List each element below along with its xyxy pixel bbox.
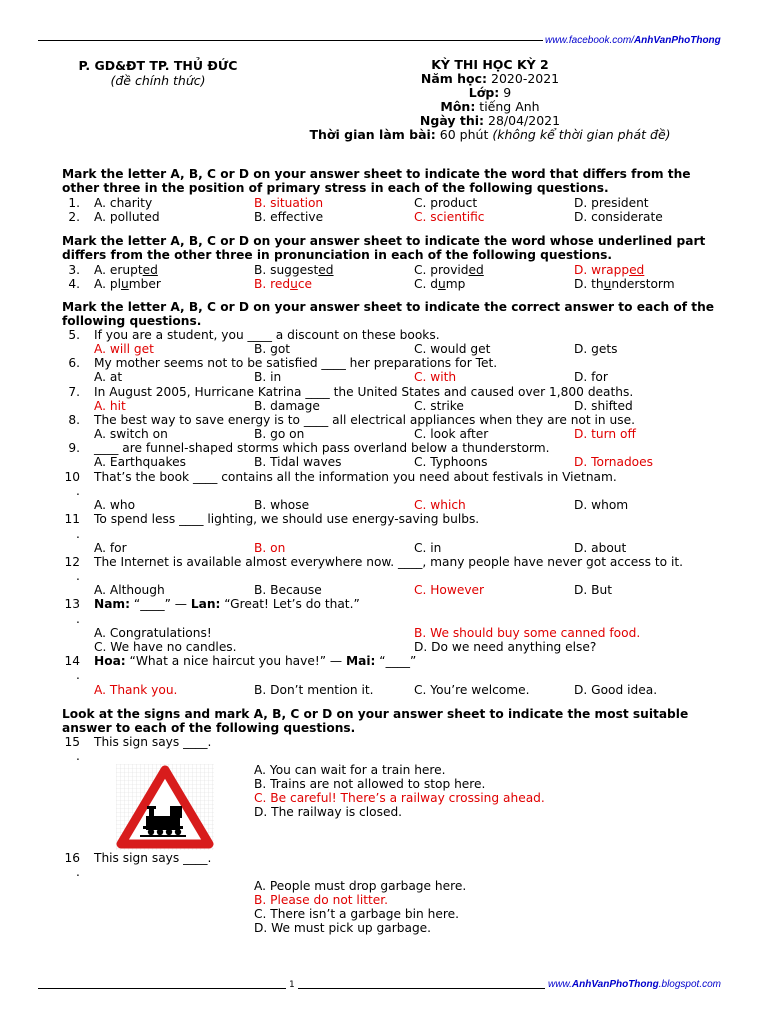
question-8-options: A. switch on B. go on C. look after D. turn off xyxy=(94,427,636,441)
question-2: 2. A. polluted B. effective C. scientific D. considerate xyxy=(68,210,663,224)
option-c-answer: C. However xyxy=(414,583,485,597)
option-a-answer: A. Thank you. xyxy=(94,683,178,697)
question-11-options: A. for B. on C. in D. about xyxy=(94,541,627,555)
option-a-answer: A. hit xyxy=(94,399,126,413)
footer-rule-left xyxy=(38,988,286,989)
exam-year: Năm học: 2020-2021 xyxy=(420,71,560,86)
option-b: B. suggested xyxy=(254,263,334,277)
option-a: A. charity xyxy=(94,196,153,210)
option-a-answer: A. will get xyxy=(94,342,154,356)
question-13-options-ab: A. Congratulations! B. We should buy some canned food. xyxy=(94,626,641,640)
question-14-options: A. Thank you. B. Don’t mention it. C. You’re welcome. D. Good idea. xyxy=(94,683,658,697)
blog-link[interactable]: www.AnhVanPhoThong.blogspot.com xyxy=(548,979,722,990)
question-12-options: A. Although B. Because C. However D. But xyxy=(94,583,612,597)
option-c: C. dump xyxy=(414,277,466,291)
section-grammar-instructions: Mark the letter A, B, C or D on your answer sheet to indicate the correct answer to each of the following questions. xyxy=(62,300,715,328)
question-9-options: A. Earthquakes B. Tidal waves C. Typhoons D. Tornadoes xyxy=(94,455,653,469)
question-10-stem: 10 That’s the book ____ contains all the information you need about festivals in Vietnam. xyxy=(64,470,617,484)
question-15-option-c-answer: C. Be careful! There’s a railway crossing ahead. xyxy=(254,791,545,805)
question-11-stem: 11 To spend less ____ lighting, we should use energy-saving bulbs. xyxy=(64,512,480,526)
option-b-answer: B. on xyxy=(254,541,286,555)
option-c: C. product xyxy=(414,196,478,210)
exam-grade: Lớp: 9 xyxy=(468,85,512,100)
option-b: B. effective xyxy=(254,210,324,224)
question-15-option-a: A. You can wait for a train here. xyxy=(254,763,446,777)
question-3: 3. A. erupted B. suggested C. provided D. wrapped xyxy=(68,263,645,277)
option-a: A. polluted xyxy=(94,210,160,224)
question-12-stem: 12 The Internet is available almost everywhere now. ____, many people have never got access to it. xyxy=(64,555,683,569)
option-d-answer: D. wrapped xyxy=(574,263,645,277)
section-pronunciation-instructions: Mark the letter A, B, C or D on your answer sheet to indicate the word whose underlined part differs from the other three in pronunciation in each of the following questions. xyxy=(62,234,706,262)
option-b-answer: B. reduce xyxy=(254,277,313,291)
option-a: A. erupted xyxy=(94,263,158,277)
question-13-stem: 13 Nam: “____” — Lan: “Great! Let’s do that.” xyxy=(64,597,360,611)
facebook-link[interactable]: www.facebook.com/AnhVanPhoThong xyxy=(545,35,721,46)
exam-duration: Thời gian làm bài: 60 phút (không kể thời gian phát đề) xyxy=(309,127,671,142)
school-header xyxy=(68,58,248,88)
option-c-answer: C. which xyxy=(414,498,466,512)
section-stress-instructions: Mark the letter A, B, C or D on your answer sheet to indicate the word that differs from the other three in the position of primary stress in each of the following questions. xyxy=(62,167,691,195)
question-15-stem: 15 This sign says ____. xyxy=(64,735,212,749)
question-13-options-cd: C. We have no candles. D. Do we need anything else? xyxy=(94,640,597,654)
question-8-stem: 8. The best way to save energy is to ____ all electrical appliances when they are not in use. xyxy=(68,413,635,427)
section-signs-instructions: Look at the signs and mark A, B, C or D on your answer sheet to indicate the most suitable answer to each of the following questions. xyxy=(62,707,689,735)
question-15-option-b: B. Trains are not allowed to stop here. xyxy=(254,777,486,791)
option-b-answer: B. We should buy some canned food. xyxy=(414,626,641,640)
school-name: P. GD&ĐT TP. THỦ ĐỨC xyxy=(78,58,238,73)
question-7-stem: 7. In August 2005, Hurricane Katrina ____ the United States and caused over 1,800 deaths. xyxy=(68,385,634,399)
question-6-stem: 6. My mother seems not to be satisfied ____ her preparations for Tet. xyxy=(68,356,498,370)
option-d-answer: D. Tornadoes xyxy=(574,455,653,469)
option-d-answer: D. turn off xyxy=(574,427,636,441)
question-14-stem: 14 Hoa: “What a nice haircut you have!” — Mai: “____” xyxy=(64,654,417,668)
question-16-option-a: A. People must drop garbage here. xyxy=(254,879,467,893)
question-16-option-c: C. There isn’t a garbage bin here. xyxy=(254,907,459,921)
question-16-option-d: D. We must pick up garbage. xyxy=(254,921,432,935)
question-9-stem: 9. ____ are funnel-shaped storms which pass overland below a thunderstorm. xyxy=(68,441,550,455)
question-16-stem: 16 This sign says ____. xyxy=(64,851,212,865)
question-5-options: A. will get B. got C. would get D. gets xyxy=(94,342,618,356)
exam-subject: Môn: tiếng Anh xyxy=(440,99,540,114)
question-5-stem: 5. If you are a student, you ____ a discount on these books. xyxy=(68,328,440,342)
question-6-options: A. at B. in C. with D. for xyxy=(94,370,608,384)
option-d: D. considerate xyxy=(574,210,663,224)
question-4: 4. A. plumber B. reduce C. dump D. thunderstorm xyxy=(68,277,675,291)
question-15-option-d: D. The railway is closed. xyxy=(254,805,403,819)
question-10-options: A. who B. whose C. which D. whom xyxy=(94,498,629,512)
option-c-answer: C. scientific xyxy=(414,210,485,224)
footer-rule-right xyxy=(298,988,545,989)
exam-date: Ngày thi: 28/04/2021 xyxy=(419,113,561,128)
option-a: A. plumber xyxy=(94,277,161,291)
exam-header xyxy=(280,58,700,142)
page-number: 1 xyxy=(289,980,295,990)
question-1: 1. A. charity B. situation C. product D. president xyxy=(68,196,649,210)
option-d: D. president xyxy=(574,196,649,210)
option-b-answer: B. situation xyxy=(254,196,324,210)
official-note: (đề chính thức) xyxy=(110,73,206,88)
option-c: C. provided xyxy=(414,263,484,277)
question-7-options: A. hit B. damage C. strike D. shifted xyxy=(94,399,633,413)
exam-title: KỲ THI HỌC KỲ 2 xyxy=(431,57,549,72)
option-c-answer: C. with xyxy=(414,370,457,384)
header-rule xyxy=(38,40,543,41)
question-16-option-b-answer: B. Please do not litter. xyxy=(254,893,389,907)
option-d: D. thunderstorm xyxy=(574,277,675,291)
